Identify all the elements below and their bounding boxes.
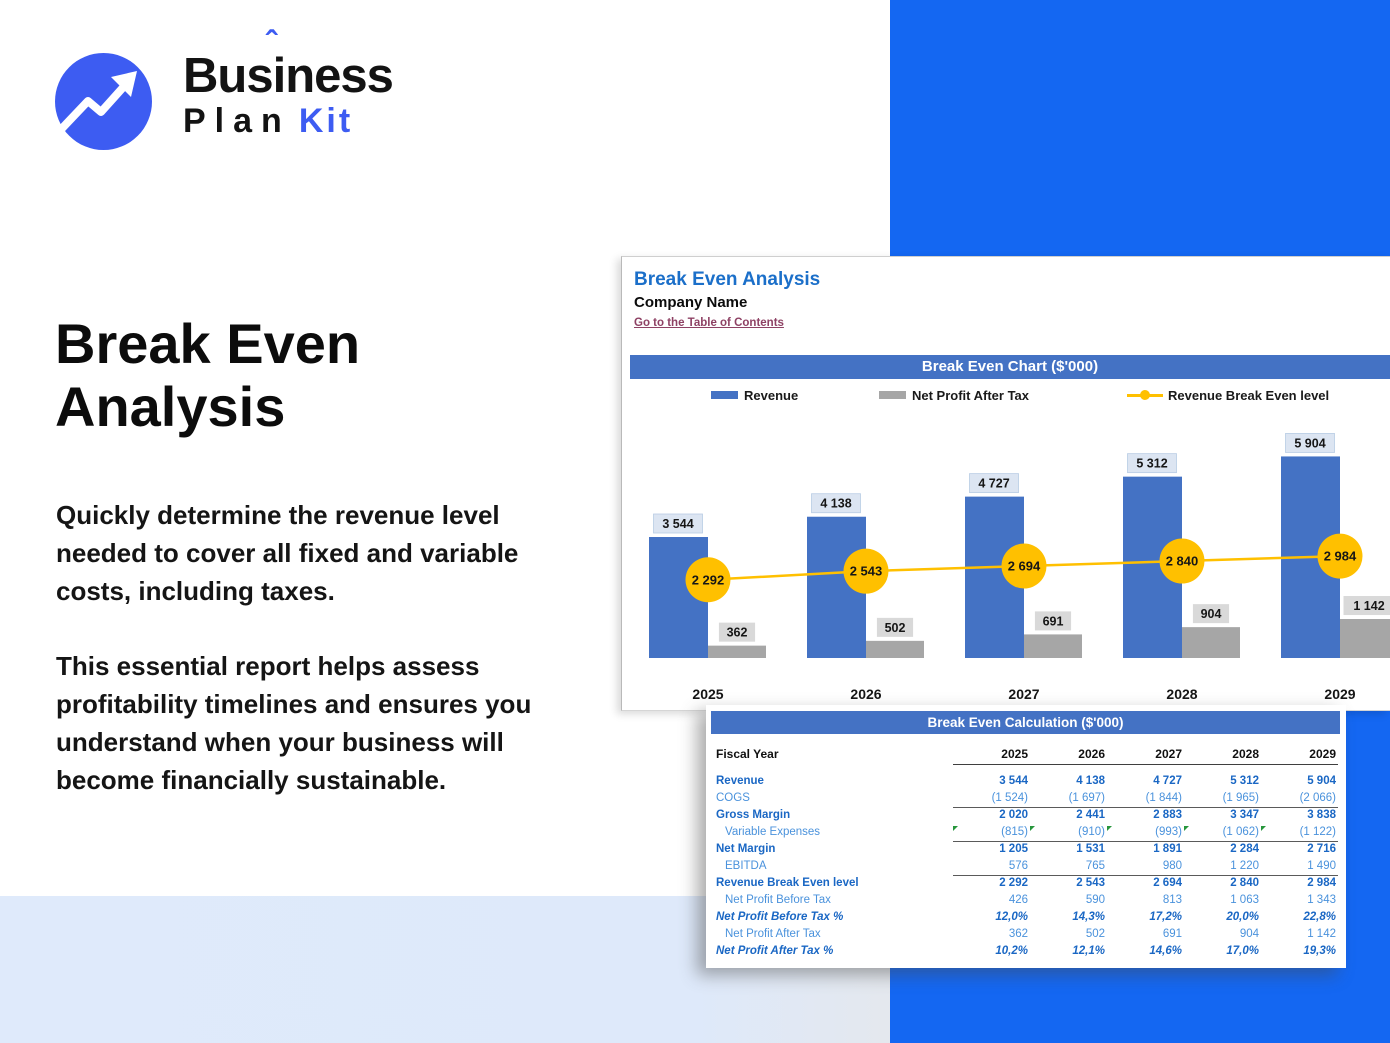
- calc-row-label: Fiscal Year: [716, 747, 779, 761]
- calc-cell: 19,3%: [1303, 945, 1336, 957]
- calc-row-label: Net Margin: [716, 843, 776, 855]
- calc-cell: 5 312: [1230, 775, 1259, 787]
- calc-row-label: Gross Margin: [716, 809, 791, 821]
- calc-cell: 1 205: [999, 843, 1028, 855]
- net-profit-label: 904: [1200, 607, 1222, 622]
- calc-cell: 2028: [1184, 744, 1261, 765]
- net-profit-label: 362: [726, 625, 748, 640]
- brand-logo: [55, 25, 475, 162]
- calc-cell: 2 441: [1076, 809, 1105, 821]
- x-axis-label: 2026: [850, 686, 882, 702]
- calc-cell: 813: [1162, 894, 1182, 906]
- break-even-label: 2 543: [849, 563, 883, 579]
- brand-name-bottom: Plan Kit: [183, 102, 354, 140]
- revenue-bar-label: 5 904: [1294, 436, 1326, 451]
- break-even-label: 2 694: [1007, 558, 1041, 574]
- calc-row-label: Net Profit Before Tax: [725, 894, 831, 906]
- x-axis-label: 2027: [1008, 686, 1040, 702]
- calc-cell: 3 838: [1307, 809, 1336, 821]
- calc-row-label: Variable Expenses: [725, 826, 821, 838]
- break-even-label: 2 840: [1165, 553, 1199, 569]
- calc-row: [716, 858, 1338, 875]
- calc-row: [716, 841, 1338, 858]
- calc-cell: 2 543: [1076, 877, 1105, 889]
- legend-item-net-profit: [879, 387, 1029, 403]
- legend-label: Net Profit After Tax: [912, 387, 1030, 403]
- break-even-chart: [622, 407, 1390, 707]
- legend-label: Revenue Break Even level: [1168, 387, 1330, 403]
- calc-cell: 2 694: [1153, 877, 1182, 889]
- calc-cell: (1 524): [953, 790, 1030, 808]
- calc-cell: 1 063: [1230, 894, 1259, 906]
- spreadsheet-chart-card: [621, 256, 1390, 711]
- calc-cell: 5 904: [1307, 775, 1336, 787]
- calc-row-label: Net Profit After Tax: [725, 928, 821, 940]
- calc-cell: 765: [1030, 858, 1107, 876]
- calc-cell: 10,2%: [995, 945, 1028, 957]
- calc-cell: 2 883: [1153, 809, 1182, 821]
- calc-cell: 3 347: [1230, 809, 1259, 821]
- calc-cell: (910): [1030, 824, 1107, 842]
- revenue-bar-label: 4 138: [820, 496, 852, 511]
- calc-row-label: Revenue Break Even level: [716, 877, 859, 889]
- calc-row-label: EBITDA: [725, 860, 767, 872]
- calc-cell: (993): [1107, 824, 1184, 842]
- net-profit-label: 1 142: [1353, 599, 1385, 614]
- calc-cell: 17,2%: [1149, 911, 1182, 923]
- company-name: Company Name: [634, 294, 748, 311]
- calc-cell: 2 284: [1230, 843, 1259, 855]
- calc-header-bar: Break Even Calculation ($'000): [711, 711, 1340, 734]
- legend-swatch-break-even-line: [1127, 390, 1163, 400]
- calc-row: [716, 892, 1338, 909]
- calc-cell: 1 343: [1307, 894, 1336, 906]
- calc-cell: 2 840: [1230, 877, 1259, 889]
- brand-name-top: Busi ˆ ness: [183, 25, 393, 103]
- calc-cell: 1 891: [1153, 843, 1182, 855]
- calc-cell: (1 062): [1184, 824, 1261, 842]
- net-profit-bar: [708, 646, 766, 658]
- calc-row: [716, 909, 1338, 926]
- calc-cell: 22,8%: [1303, 911, 1336, 923]
- calc-cell: 1 531: [1076, 843, 1105, 855]
- break-even-label: 2 984: [1323, 548, 1357, 564]
- calc-cell: 691: [1162, 928, 1182, 940]
- x-axis-label: 2025: [692, 686, 724, 702]
- revenue-bar-label: 3 544: [662, 517, 694, 532]
- break-even-label: 2 292: [691, 572, 725, 588]
- calc-cell: (1 697): [1030, 790, 1107, 808]
- calc-cell: 426: [1008, 894, 1028, 906]
- calc-cell: 4 138: [1076, 775, 1105, 787]
- calc-cell: (815): [953, 824, 1030, 842]
- calc-cell: 2026: [1030, 744, 1107, 765]
- legend-item-break-even: [1127, 387, 1329, 403]
- legend-swatch-revenue: [711, 391, 738, 399]
- calc-cell: 14,6%: [1149, 945, 1182, 957]
- revenue-bar-label: 4 727: [978, 476, 1010, 491]
- calc-cell: 362: [1008, 928, 1028, 940]
- calc-cell: 980: [1107, 858, 1184, 876]
- x-axis-label: 2029: [1324, 686, 1356, 702]
- calc-row: [716, 807, 1338, 824]
- calc-table: [716, 744, 1338, 960]
- calc-row: [716, 943, 1338, 960]
- calc-cell: 904: [1239, 928, 1259, 940]
- trend-arrow-icon: [55, 53, 152, 150]
- calc-cell: 12,0%: [995, 911, 1028, 923]
- page-title: Break Even Analysis: [55, 312, 361, 439]
- brand-logo-circle: [55, 53, 152, 150]
- calc-cell: 2 984: [1307, 877, 1336, 889]
- calc-row: [716, 744, 1338, 764]
- sheet-title: Break Even Analysis: [634, 269, 821, 290]
- calc-cell: 2027: [1107, 744, 1184, 765]
- calc-cell: 3 544: [999, 775, 1028, 787]
- calc-cell: 14,3%: [1072, 911, 1105, 923]
- calc-cell: 576: [953, 858, 1030, 876]
- net-profit-bar: [1340, 619, 1390, 658]
- calc-row: [716, 824, 1338, 841]
- net-profit-bar: [1182, 627, 1240, 658]
- calc-row: [716, 773, 1338, 790]
- calc-cell: 17,0%: [1226, 945, 1259, 957]
- calc-row-label: Net Profit Before Tax %: [716, 911, 844, 923]
- net-profit-label: 691: [1042, 614, 1064, 629]
- spreadsheet-calc-card: [706, 705, 1346, 968]
- calc-cell: (1 844): [1107, 790, 1184, 808]
- hero-paragraph-1: Quickly determine the revenue level needed to cover all fixed and variable costs, including taxes.: [56, 500, 519, 606]
- x-axis-label: 2028: [1166, 686, 1198, 702]
- calc-cell: (2 066): [1261, 790, 1338, 808]
- calc-cell: 4 727: [1153, 775, 1182, 787]
- calc-cell: 2 020: [999, 809, 1028, 821]
- calc-cell: 590: [1085, 894, 1105, 906]
- legend-item-revenue: [711, 387, 798, 403]
- calc-cell: 1 220: [1184, 858, 1261, 876]
- calc-cell: 2025: [953, 744, 1030, 765]
- calc-cell: 502: [1085, 928, 1105, 940]
- calc-cell: 20,0%: [1226, 911, 1259, 923]
- calc-cell: 1 142: [1307, 928, 1336, 940]
- net-profit-bar: [866, 641, 924, 658]
- calc-row: [716, 790, 1338, 807]
- revenue-bar-label: 5 312: [1136, 456, 1168, 471]
- legend-label: Revenue: [744, 387, 799, 403]
- calc-cell: (1 122): [1261, 824, 1338, 842]
- calc-cell: 2 292: [999, 877, 1028, 889]
- net-profit-label: 502: [884, 620, 906, 635]
- brand-name: [183, 25, 393, 140]
- calc-row: [716, 875, 1338, 892]
- table-of-contents-link[interactable]: Go to the Table of Contents: [634, 317, 784, 329]
- calc-row: [716, 926, 1338, 943]
- calc-row-label: Net Profit After Tax %: [716, 945, 834, 957]
- legend-swatch-net-profit: [879, 391, 906, 399]
- caret-accent: ˆ: [265, 25, 276, 63]
- calc-cell: 2 716: [1307, 843, 1336, 855]
- calc-row-label: Revenue: [716, 775, 764, 787]
- calc-cell: 1 490: [1261, 858, 1338, 876]
- calc-cell: (1 965): [1184, 790, 1261, 808]
- chart-header-bar: Break Even Chart ($'000): [630, 355, 1390, 379]
- net-profit-bar: [1024, 634, 1082, 658]
- hero-paragraph-2: This essential report helps assess profitability timelines and ensures you understand when your business will become financially sustainable.: [56, 651, 532, 795]
- calc-cell: 12,1%: [1072, 945, 1105, 957]
- calc-row-label: COGS: [716, 792, 750, 804]
- calc-cell: 2029: [1261, 744, 1338, 765]
